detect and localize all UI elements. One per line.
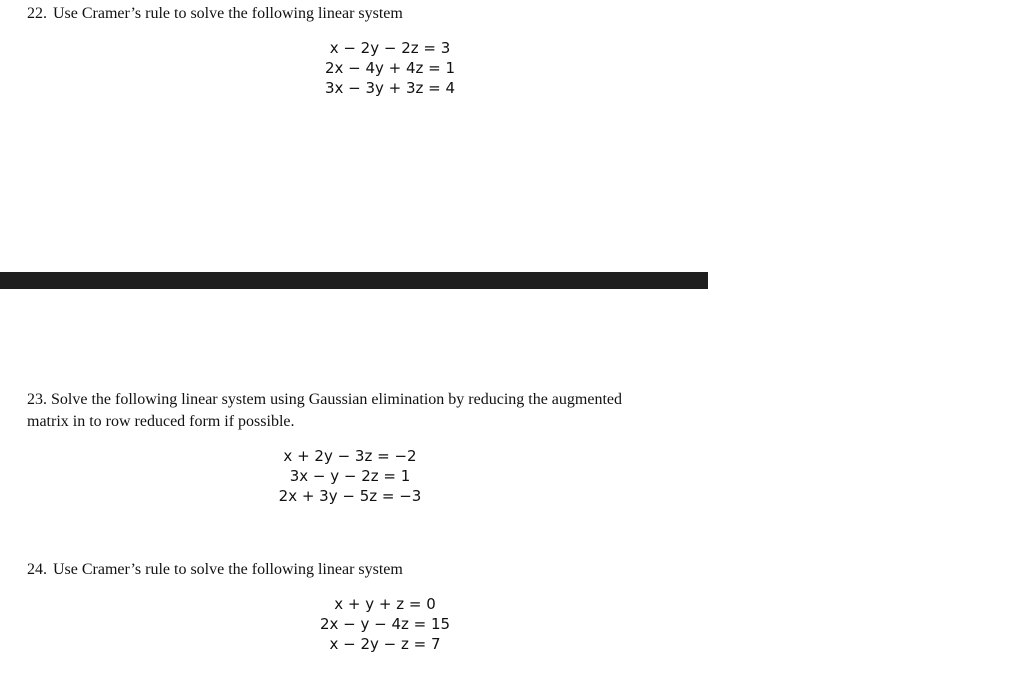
problem-24-prompt <box>27 559 403 581</box>
problem-24-text: Use Cramer’s rule to solve the following linear system <box>53 561 403 578</box>
problem-23-number: 23. <box>27 391 47 408</box>
problem-23-text-line-2: matrix in to row reduced form if possible. <box>27 413 295 430</box>
problem-23-equation-1: x + 2y − 3z = −2 <box>283 447 417 465</box>
problem-23-equation-2: 3x − y − 2z = 1 <box>289 467 411 485</box>
problem-22-prompt <box>27 3 403 25</box>
problem-22-equation-2: 2x − 4y + 4z = 1 <box>324 59 456 77</box>
redaction-bar <box>0 272 708 289</box>
problem-22-equation-1: x − 2y − 2z = 3 <box>329 39 451 57</box>
problem-22-equations <box>310 38 470 98</box>
problem-22-equation-3: 3x − 3y + 3z = 4 <box>324 79 456 97</box>
problem-24-equation-3: x − 2y − z = 7 <box>329 635 441 653</box>
problem-24-equation-2: 2x − y − 4z = 15 <box>319 615 451 633</box>
problem-22-number: 22. <box>27 5 47 22</box>
problem-24-equation-1: x + y + z = 0 <box>334 595 436 613</box>
problem-24-number: 24. <box>27 561 47 578</box>
problem-23-equation-3: 2x + 3y − 5z = −3 <box>278 487 422 505</box>
problem-24-equations <box>305 594 465 654</box>
problem-23-prompt-line-2 <box>27 411 295 433</box>
problem-23-prompt-line-1 <box>27 389 622 411</box>
problem-22-text: Use Cramer’s rule to solve the following linear system <box>53 5 403 22</box>
problem-23-equations <box>265 446 435 506</box>
problem-23-text-line-1: Solve the following linear system using Gaussian elimination by reducing the augmented <box>51 391 622 408</box>
